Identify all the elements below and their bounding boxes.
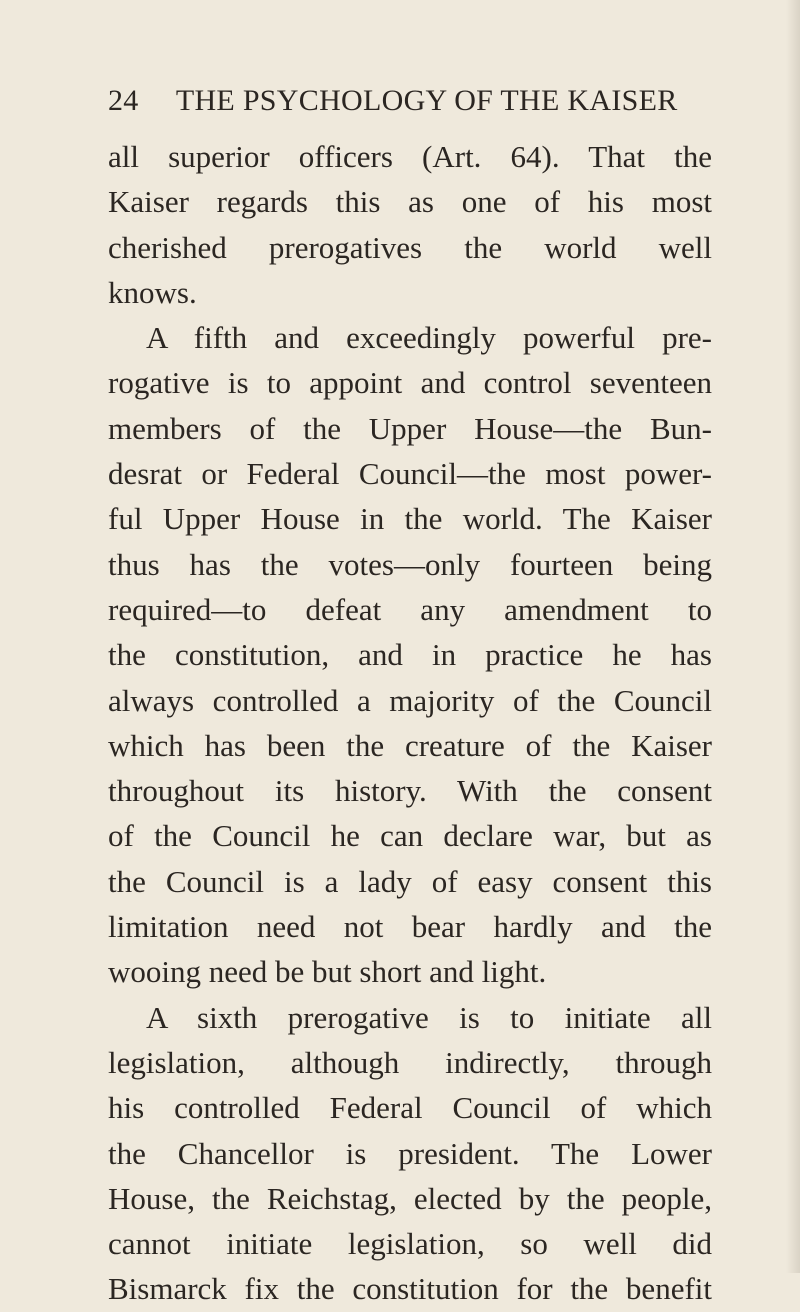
text-line: always controlled a majority of the Council — [108, 682, 712, 718]
text-line: Bismarck fix the constitution for the benefit — [108, 1271, 712, 1307]
text-line: limitation need not bear hardly and the — [108, 909, 712, 945]
text-line: cannot initiate legislation, so well did — [108, 1226, 712, 1262]
text-line: desrat or Federal Council—the most power- — [108, 456, 712, 492]
text-line: the constitution, and in practice he has — [108, 637, 712, 673]
text-line: knows. — [108, 274, 197, 310]
text-line: House, the Reichstag, elected by the people, — [108, 1180, 712, 1216]
text-line: all superior officers (Art. 64). That the — [108, 139, 712, 174]
running-head-title: THE PSYCHOLOGY OF THE KAISER — [175, 84, 678, 117]
paragraph-start-line: A fifth and exceedingly powerful pre- — [146, 320, 712, 356]
text-line: his controlled Federal Council of which — [108, 1090, 712, 1126]
text-line: cherished prerogatives the world well — [108, 229, 712, 265]
text-line: ful Upper House in the world. The Kaiser — [108, 501, 712, 537]
text-line: the Council is a lady of easy consent this — [108, 863, 712, 899]
text-line: members of the Upper House—the Bun- — [108, 410, 712, 446]
text-line: required—to defeat any amendment to — [108, 591, 712, 627]
body-text — [108, 134, 712, 1312]
text-line: throughout its history. With the consent — [108, 773, 712, 809]
text-line: of the Council he can declare war, but as — [108, 818, 712, 854]
running-head — [108, 84, 718, 124]
text-line: the Chancellor is president. The Lower — [108, 1135, 712, 1171]
text-line: wooing need be but short and light. — [108, 954, 547, 990]
text-line: which has been the creature of the Kaiser — [108, 727, 712, 763]
text-line: Kaiser regards this as one of his most — [108, 184, 712, 220]
text-line: rogative is to appoint and control seventeen — [108, 365, 712, 401]
paragraph-start-line: A sixth prerogative is to initiate all — [146, 999, 712, 1035]
page-number: 24 — [108, 84, 139, 117]
text-line: thus has the votes—only fourteen being — [108, 546, 712, 582]
page-edge-shadow — [786, 0, 800, 1273]
text-line: legislation, although indirectly, through — [108, 1044, 712, 1080]
